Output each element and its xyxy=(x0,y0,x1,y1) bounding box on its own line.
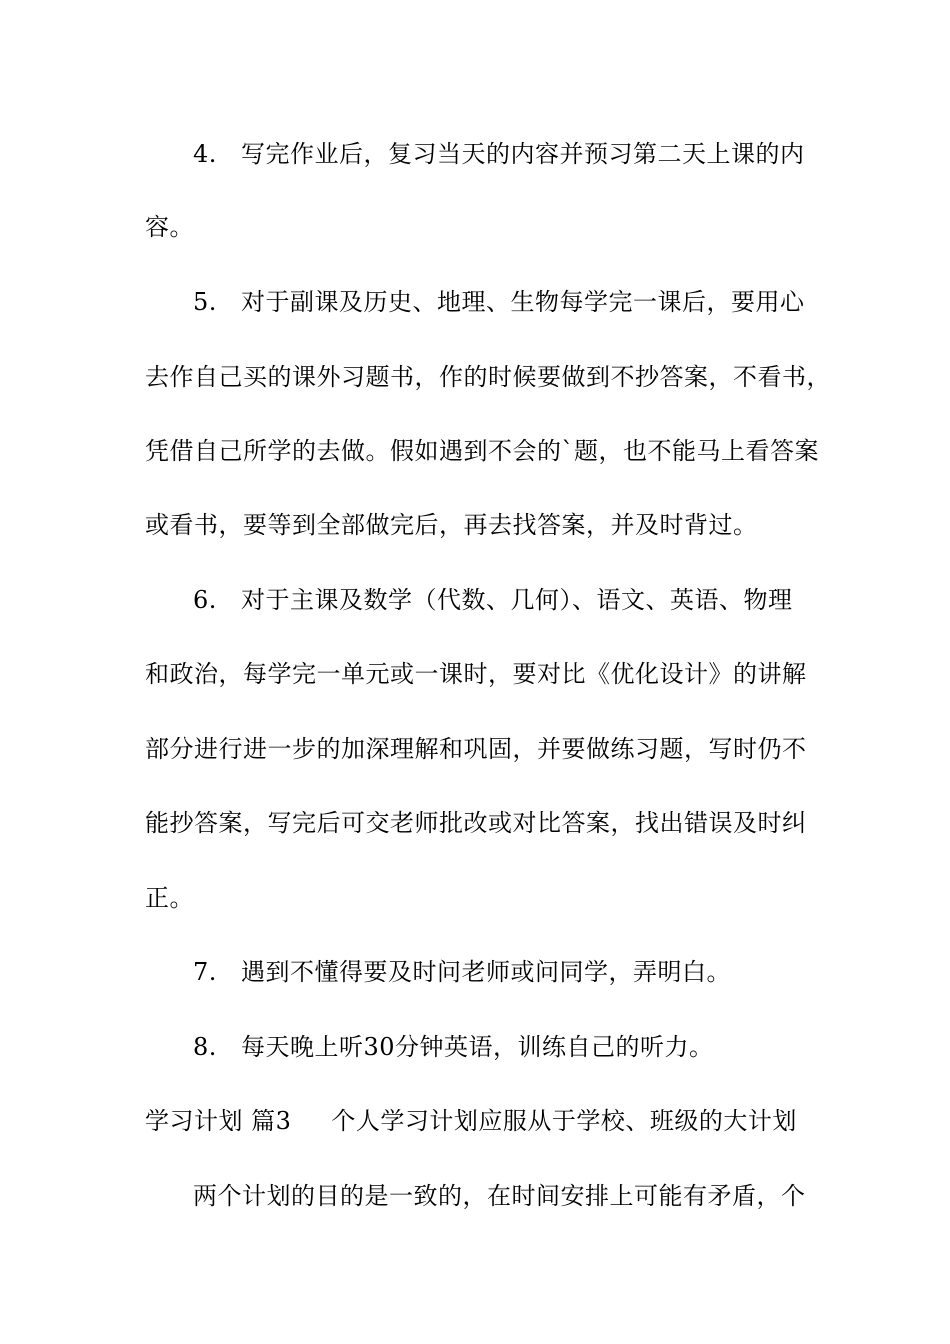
line-text: 和政治，每学完一单元或一课时，要对比《优化设计》的讲解 xyxy=(145,660,807,688)
list-number: 8. xyxy=(193,1033,217,1061)
paragraph-line xyxy=(145,808,807,838)
section-heading: 学习计划 篇3 xyxy=(145,1107,292,1135)
paragraph-line xyxy=(145,510,758,540)
paragraph-line xyxy=(145,659,807,689)
section-heading-line xyxy=(145,1106,797,1136)
paragraph-line xyxy=(145,212,194,242)
paragraph-line xyxy=(145,734,807,764)
paragraph-line xyxy=(193,957,731,987)
line-text: 写完作业后，复习当天的内容并预习第二天上课的内 xyxy=(241,140,805,168)
list-number: 4. xyxy=(193,140,217,168)
line-text: 正。 xyxy=(145,884,194,912)
line-text: 或看书，要等到全部做完后，再去找答案，并及时背过。 xyxy=(145,511,758,539)
list-number: 7. xyxy=(193,958,217,986)
paragraph-line xyxy=(145,362,831,392)
line-text: 遇到不懂得要及时问老师或问同学，弄明白。 xyxy=(241,958,731,986)
list-number: 5. xyxy=(193,288,217,316)
paragraph-line xyxy=(193,1181,806,1211)
paragraph-line xyxy=(193,139,805,169)
line-text: 对于副课及历史、地理、生物每学完一课后，要用心 xyxy=(241,288,805,316)
paragraph-line xyxy=(193,1032,714,1062)
line-text: 凭借自己所学的去做。假如遇到不会的`题，也不能马上看答案 xyxy=(145,437,819,465)
line-text: 能抄答案，写完后可交老师批改或对比答案，找出错误及时纠 xyxy=(145,809,807,837)
line-text: 个人学习计划应服从于学校、班级的大计划 xyxy=(331,1107,797,1135)
line-text: 去作自己买的课外习题书，作的时候要做到不抄答案，不看书， xyxy=(145,363,831,391)
paragraph-line xyxy=(145,436,819,466)
paragraph-line xyxy=(193,585,793,615)
line-text: 每天晚上听30分钟英语，训练自己的听力。 xyxy=(241,1033,714,1061)
paragraph-line xyxy=(193,287,805,317)
line-text: 容。 xyxy=(145,213,194,241)
list-number: 6. xyxy=(193,586,217,614)
line-text: 两个计划的目的是一致的，在时间安排上可能有矛盾，个 xyxy=(193,1182,806,1210)
line-text: 对于主课及数学（代数、几何）、语文、英语、物理 xyxy=(241,586,793,614)
line-text: 部分进行进一步的加深理解和巩固，并要做练习题，写时仍不 xyxy=(145,735,807,763)
paragraph-line xyxy=(145,883,194,913)
